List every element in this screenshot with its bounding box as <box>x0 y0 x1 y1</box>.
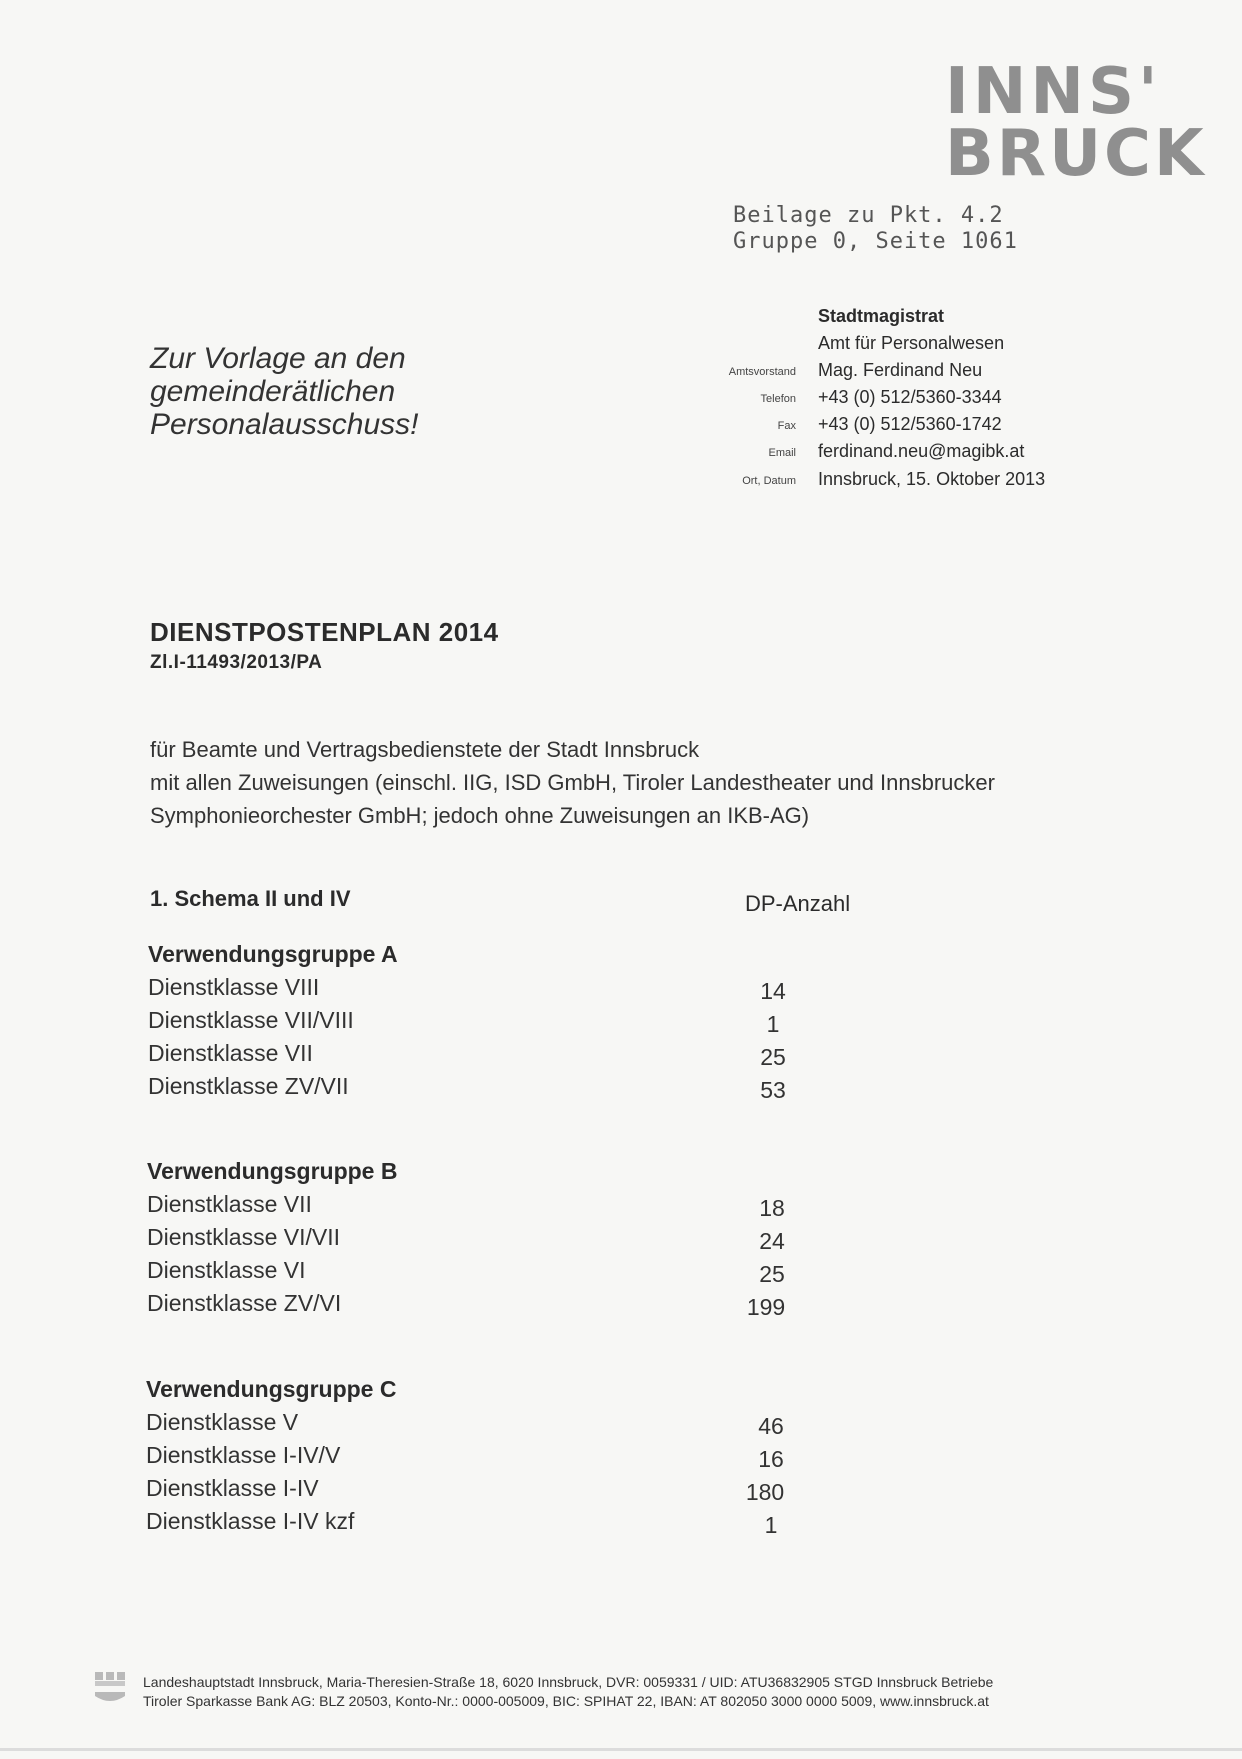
class-count: 1 <box>766 1011 780 1037</box>
note-line: Personalausschuss! <box>150 408 419 441</box>
intro-line: Symphonieorchester GmbH; jedoch ohne Zuweisungen an IKB-AG) <box>150 803 810 828</box>
class-label: Dienstklasse VI/VII <box>147 1224 341 1250</box>
contact-office: Stadtmagistrat <box>818 306 945 326</box>
contact-value: +43 (0) 512/5360-3344 <box>818 387 1002 407</box>
class-label: Dienstklasse ZV/VII <box>148 1073 349 1099</box>
class-label: Dienstklasse VIII <box>148 974 320 1000</box>
footer-line: Tiroler Sparkasse Bank AG: BLZ 20503, Konto-Nr.: 0000-005009, BIC: SPIHAT 22, IBAN: AT 802050 3000 0000 5009, www.innsbruck.at <box>143 1693 989 1709</box>
class-count: 24 <box>759 1228 785 1254</box>
group-heading: Verwendungsgruppe C <box>146 1376 397 1402</box>
group-heading: Verwendungsgruppe B <box>147 1158 398 1184</box>
class-label: Dienstklasse I-IV/V <box>146 1442 341 1468</box>
contact-value: Innsbruck, 15. Oktober 2013 <box>818 469 1046 489</box>
class-count: 53 <box>760 1077 786 1103</box>
logo-line-1: INNS' <box>945 55 1162 129</box>
section-title: 1. Schema II und IV <box>150 886 351 911</box>
class-label: Dienstklasse I-IV <box>146 1475 319 1501</box>
contact-department: Amt für Personalwesen <box>818 333 1005 353</box>
intro-line: für Beamte und Vertragsbedienstete der Stadt Innsbruck <box>150 737 700 762</box>
class-label: Dienstklasse VII <box>148 1040 313 1066</box>
class-label: Dienstklasse VI <box>147 1257 306 1283</box>
class-count: 14 <box>760 978 786 1004</box>
logo-line-2: BRUCK <box>945 117 1207 191</box>
class-count: 199 <box>746 1294 786 1320</box>
class-label: Dienstklasse ZV/VI <box>147 1290 342 1316</box>
contact-label: Ort, Datum <box>742 475 796 487</box>
group-heading: Verwendungsgruppe A <box>148 941 398 967</box>
document-title: DIENSTPOSTENPLAN 2014 <box>150 617 499 647</box>
class-count: 46 <box>758 1413 784 1439</box>
note-line: gemeinderätlichen <box>150 375 396 408</box>
class-count: 180 <box>745 1479 785 1505</box>
city-logo <box>945 55 1207 191</box>
contact-email[interactable]: ferdinand.neu@magibk.at <box>818 441 1025 461</box>
class-count: 1 <box>764 1512 778 1538</box>
city-emblem-icon <box>93 1670 127 1706</box>
class-label: Dienstklasse I-IV kzf <box>146 1508 355 1534</box>
committee-note <box>150 342 418 441</box>
class-label: Dienstklasse VII/VIII <box>148 1007 354 1033</box>
document-reference: Zl.I-11493/2013/PA <box>150 652 323 673</box>
intro-line: mit allen Zuweisungen (einschl. IIG, ISD GmbH, Tiroler Landestheater und Innsbrucker <box>150 770 995 795</box>
typed-reference <box>733 203 1018 255</box>
class-label: Dienstklasse V <box>146 1409 299 1435</box>
footer-line: Landeshauptstadt Innsbruck, Maria-Theresien-Straße 18, 6020 Innsbruck, DVR: 0059331 / UID: ATU36832905 STGD Innsbruck Betriebe <box>143 1674 994 1690</box>
class-count: 18 <box>759 1195 785 1221</box>
page-edge <box>0 1748 1242 1751</box>
contact-value: +43 (0) 512/5360-1742 <box>818 414 1002 434</box>
note-line: Zur Vorlage an den <box>150 342 406 375</box>
class-count: 16 <box>758 1446 784 1472</box>
contact-label: Telefon <box>760 393 796 405</box>
class-count: 25 <box>759 1261 785 1287</box>
contact-label: Email <box>768 447 796 459</box>
contact-value: Mag. Ferdinand Neu <box>818 360 983 380</box>
contact-label: Amtsvorstand <box>728 366 796 378</box>
typed-line-1: Beilage zu Pkt. 4.2 <box>733 203 1004 228</box>
class-label: Dienstklasse VII <box>147 1191 312 1217</box>
class-count: 25 <box>760 1044 786 1070</box>
typed-line-2: Gruppe 0, Seite 1061 <box>733 229 1018 254</box>
contact-label: Fax <box>777 420 796 432</box>
count-column-header: DP-Anzahl <box>745 891 851 916</box>
